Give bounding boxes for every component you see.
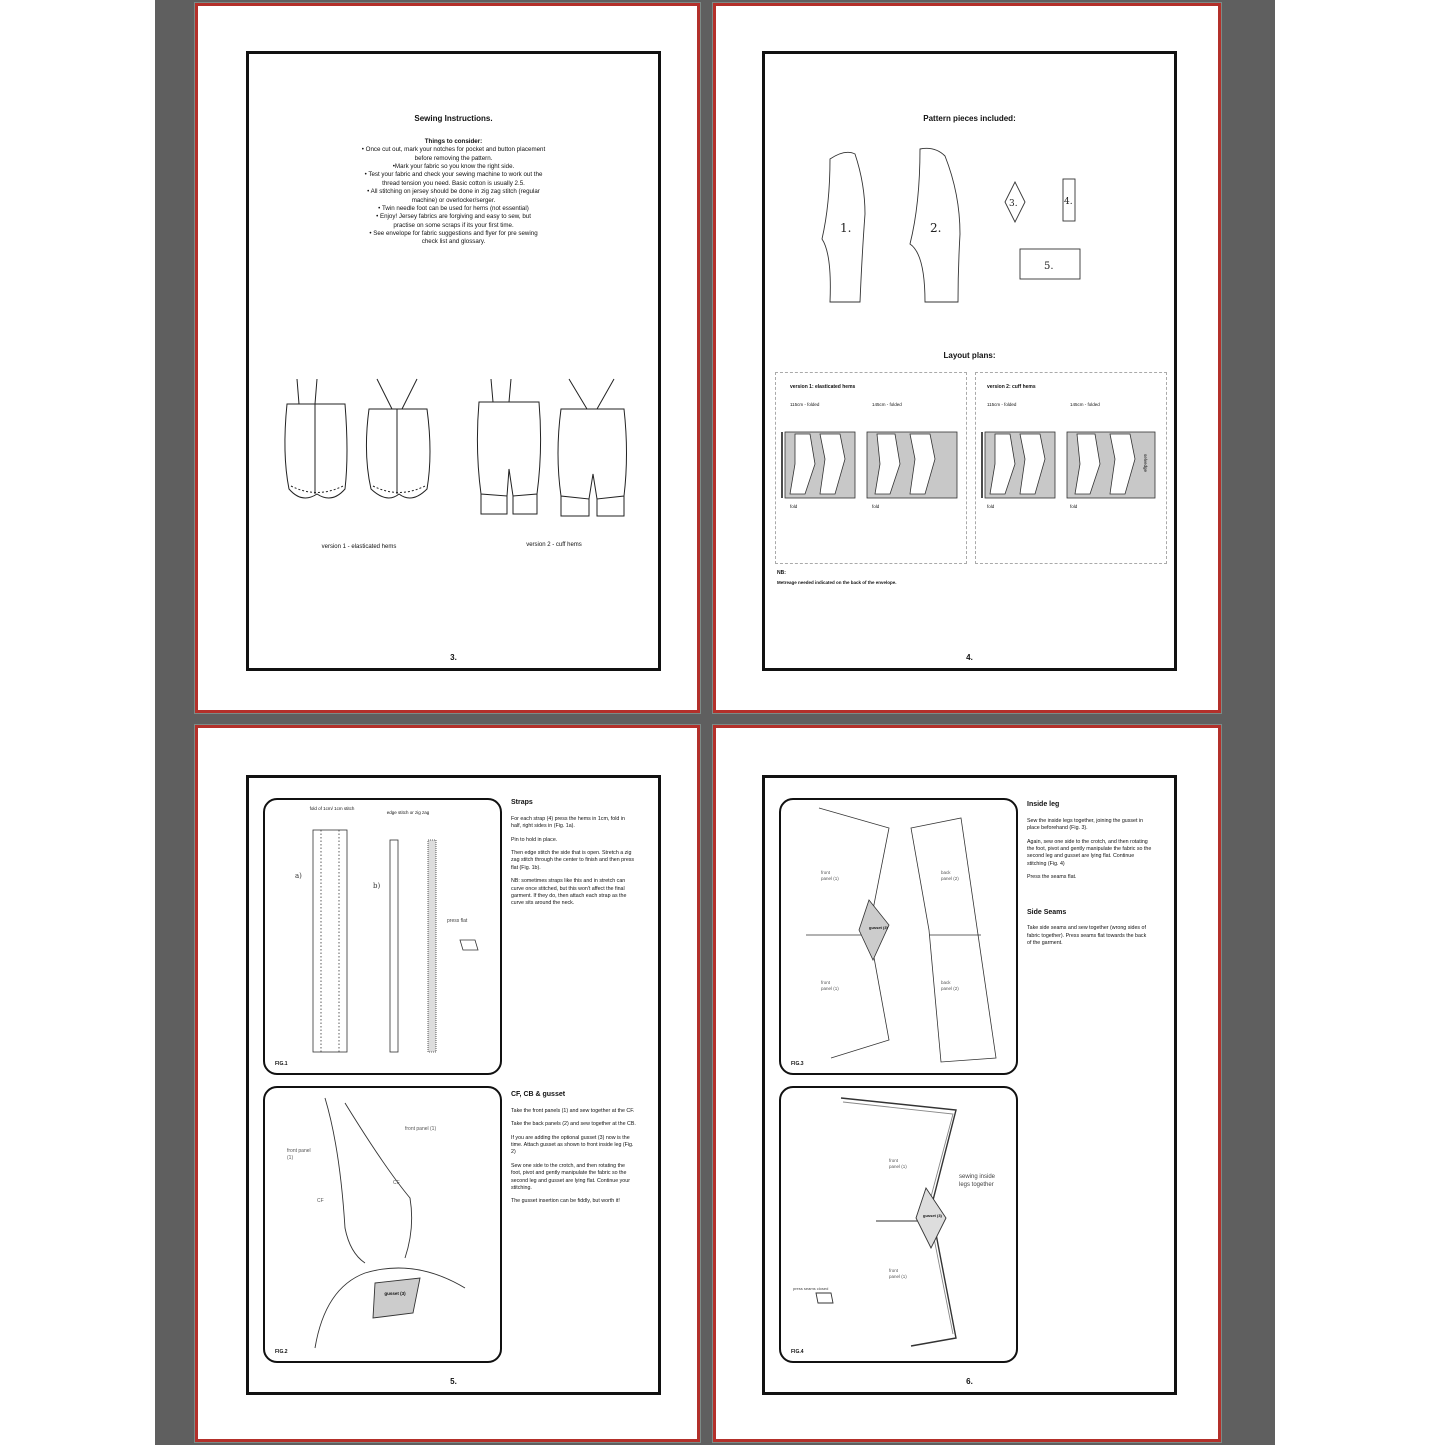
fig1-a-label: a) (295, 872, 302, 880)
section-title: Inside leg (1027, 801, 1060, 808)
page-frame (246, 775, 661, 1395)
inside-leg-diagram (781, 800, 1016, 1073)
piece-label-5: 5. (1044, 261, 1054, 272)
nb-label: NB: (777, 570, 786, 576)
instructions-subtitle: Things to consider: (424, 138, 483, 145)
page-title: Pattern pieces included: (923, 114, 1016, 123)
sewing-legs-diagram (781, 1088, 1016, 1361)
fig3-back-label: back panel (2) (941, 870, 959, 882)
fold-label: fold (1070, 504, 1078, 509)
inside-leg-text (1027, 800, 1152, 954)
caption-version-1: version 1 - elasticated hems (321, 544, 397, 550)
layout-heading-v2: version 2: cuff hems (987, 384, 1036, 390)
figure-label: FIG.1 (275, 1061, 288, 1067)
instruction-line: machine) or overlocker/serger. (411, 196, 496, 204)
instruction-line: before removing the pattern. (414, 154, 493, 162)
section-title: CF, CB & gusset (511, 1091, 566, 1098)
fig4-gusset-label: gusset (3) (923, 1213, 942, 1218)
fig3-back-label: back panel (2) (941, 980, 959, 992)
fig1-b-label: b) (373, 882, 381, 890)
figure-label: FIG.3 (791, 1061, 804, 1067)
fig4-note: sewing inside legs together (959, 1174, 996, 1189)
paragraph: Sew one side to the crotch, and then rotating the foot, pivot and gently manipulate the fabric so the second leg and gusset are lying flat. Continue your stitching. (511, 1162, 630, 1192)
instruction-line: • Test your fabric and check your sewing machine to work out the (364, 171, 543, 179)
paragraph: Pin to hold in place. (511, 836, 558, 843)
instruction-line: • All stitching on jersey should be done in zig zag stitch (regular (367, 188, 540, 196)
instruction-line: • See envelope for fabric suggestions and flyer for pre sewing (369, 229, 538, 237)
section-title: Straps (511, 799, 533, 806)
fig4-press-label: press seams closed (793, 1286, 829, 1291)
paragraph: Then edge stitch the side that is open. Stretch a zig zag stitch through the center to finish and then press flat (Fig. 1b). (511, 850, 635, 871)
instruction-line: practise on some scraps if its your first time. (393, 221, 514, 229)
fabric-width-a: 115cm - folded (987, 402, 1017, 407)
fig2-front-label: front panel (1) (287, 1148, 311, 1161)
piece-label-3: 3. (1009, 199, 1018, 209)
fig2-cf-label: CF (393, 1180, 400, 1186)
fig1-top-label-b: edge stitch or zig zag (386, 810, 430, 815)
page-number: 6. (966, 1377, 973, 1386)
pattern-pieces-illustration (820, 144, 1100, 314)
page-frame (762, 51, 1177, 671)
fig4-front-label: front panel (1) (889, 1158, 907, 1170)
figure-label: FIG.4 (791, 1349, 804, 1355)
page-frame (246, 51, 661, 671)
piece-label-2: 2. (930, 221, 942, 235)
instruction-line: •Mark your fabric so you know the right side. (392, 163, 515, 171)
instruction-line: • Twin needle foot can be used for hems (not essential) (378, 204, 529, 212)
fabric-width-b: 145cm - folded (872, 402, 902, 407)
page-frame (762, 775, 1177, 1395)
garment-illustration-v2 (469, 374, 644, 534)
page-3 (195, 3, 700, 713)
piece-label-1: 1. (840, 221, 852, 235)
paragraph: If you are adding the optional gusset (3) now is the time. Attach gusset as shown to front inside leg (Fig. 2) (511, 1134, 634, 1156)
gusset-diagram (265, 1088, 500, 1361)
fig2-gusset-label: gusset (3) (384, 1291, 406, 1296)
piece-label-4: 4. (1064, 197, 1073, 207)
strap-diagram (265, 800, 500, 1073)
fold-label: fold (790, 504, 798, 509)
caption-version-2: version 2 - cuff hems (526, 542, 582, 548)
paragraph: Sew the inside legs together, joining the gusset in place beforehand (Fig. 3). (1027, 817, 1144, 832)
fold-label: fold (987, 504, 995, 509)
fig1-top-label-a: fold of 1cm/ 1cm stitch (309, 806, 355, 811)
figure-2 (263, 1086, 502, 1363)
nb-text: Metreage needed indicated on the back of the envelope. (777, 580, 897, 585)
fold-label: fold (872, 504, 880, 509)
paragraph: The gusset insertion can be fiddly, but worth it! (511, 1198, 620, 1205)
fabric-width-b: 145cm - folded (1070, 402, 1100, 407)
selvedge-label: selvedge (1143, 454, 1148, 473)
instruction-line: thread tension you need. Basic cotton is usually 2.5. (382, 179, 525, 187)
paragraph: Take the back panels (2) and sew together at the CB. (511, 1121, 636, 1128)
paragraph: Take side seams and sew together (wrong sides of fabric together). Press seams flat towards the back of the garment. (1027, 925, 1147, 947)
fig3-gusset-label: gusset (3) (869, 925, 888, 930)
instruction-line: check list and glossary. (421, 238, 486, 246)
fig3-front-label: front panel (1) (821, 980, 839, 992)
paragraph: Again, sew one side to the crotch, and then rotating the foot, pivot and gently manipulate the fabric so the second leg and gusset are lying flat. Continue stitching (Fig. 4) (1027, 838, 1152, 867)
instruction-line: • Enjoy! Jersey fabrics are forgiving and easy to sew, but (376, 213, 531, 221)
figure-label: FIG.2 (275, 1349, 288, 1355)
fig3-front-label: front panel (1) (821, 870, 839, 882)
fig2-front-label: front panel (1) (405, 1126, 437, 1132)
fig4-front-label: front panel (1) (889, 1268, 907, 1280)
layout-heading-v1: version 1: elasticated hems (790, 384, 856, 390)
layout-title: Layout plans: (943, 351, 996, 360)
page-5 (195, 725, 700, 1442)
figure-1 (263, 798, 502, 1075)
page-number: 5. (450, 1377, 457, 1386)
instructions-block (269, 138, 638, 247)
cf-cb-text (511, 1090, 636, 1212)
layout-diagrams (780, 429, 1160, 504)
section-title: Side Seams (1027, 908, 1067, 916)
page-4 (713, 3, 1221, 713)
figure-4 (779, 1086, 1018, 1363)
page-number: 4. (966, 653, 973, 662)
fig2-cf-label: CF (317, 1198, 324, 1204)
page-number: 3. (450, 653, 457, 662)
paragraph: Press the seams flat. (1027, 874, 1077, 881)
page-title: Sewing Instructions. (414, 114, 493, 123)
paragraph: For each strap (4) press the hems in 1cm, fold in half, right sides in (Fig. 1a). (511, 815, 625, 830)
straps-text (511, 798, 636, 914)
instruction-line: • Once cut out, mark your notches for pocket and button placement (361, 146, 546, 154)
fig1-press-label: press flat (447, 918, 468, 924)
paragraph: NB: sometimes straps like this and in stretch can curve once stitched, but this won't affect the final garment. If they do, then attach each strap as the curve sits around the neck. (511, 878, 627, 907)
page-6 (713, 725, 1221, 1442)
fabric-width-a: 115cm - folded (790, 402, 820, 407)
document-viewer[interactable] (155, 0, 1275, 1445)
figure-3 (779, 798, 1018, 1075)
paragraph: Take the front panels (1) and sew together at the CF. (511, 1107, 635, 1114)
garment-illustration-v1 (277, 374, 447, 524)
